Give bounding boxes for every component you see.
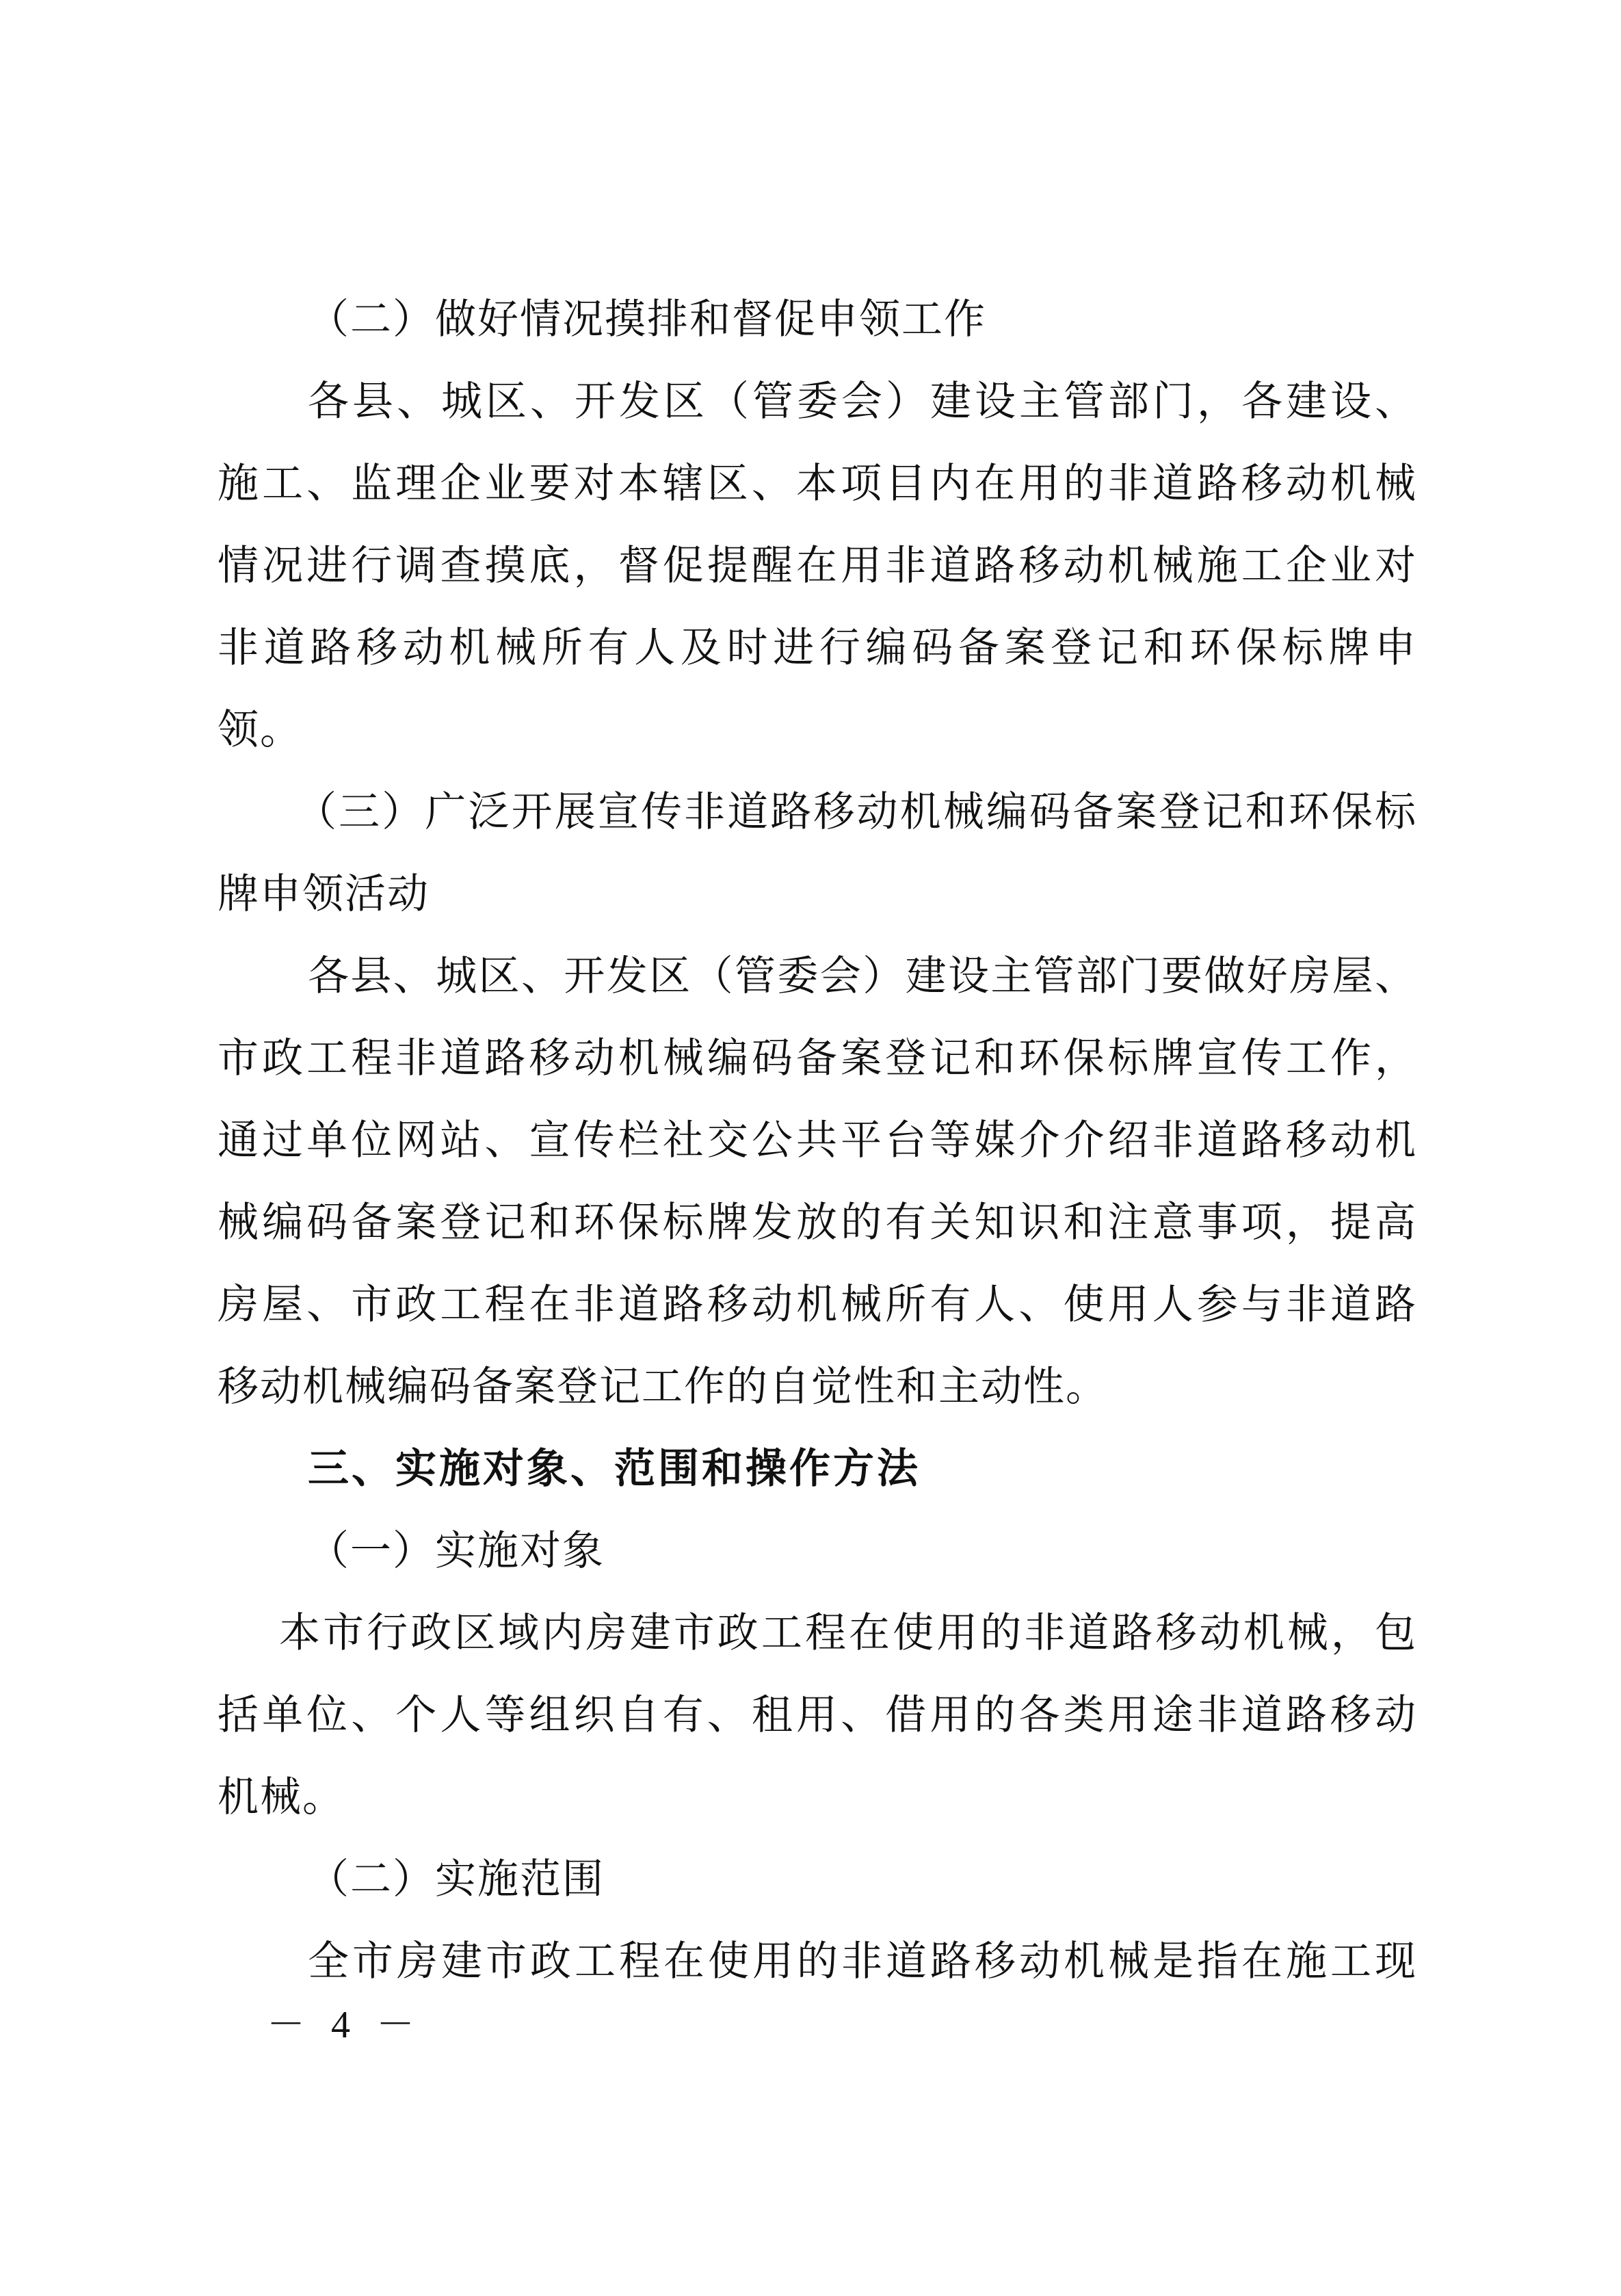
sub-heading-2: （二）实施范围 [308, 1855, 605, 1903]
paragraph-line: 施工、监理企业要对本辖区、本项目内在用的非道路移动机械 [218, 460, 1417, 508]
section-heading-3: （三）广泛开展宣传非道路移动机械编码备案登记和环保标 [295, 788, 1417, 836]
paragraph-line: 全市房建市政工程在使用的非道路移动机械是指在施工现 [308, 1938, 1417, 1985]
paragraph-line: 市政工程非道路移动机械编码备案登记和环保标牌宣传工作， [218, 1034, 1417, 1082]
paragraph-line: 非道路移动机械所有人及时进行编码备案登记和环保标牌申 [218, 624, 1417, 672]
paragraph-line: 括单位、个人等组织自有、租用、借用的各类用途非道路移动 [218, 1691, 1417, 1739]
section-heading-3-cont: 牌申领活动 [218, 870, 430, 918]
chapter-heading: 三、实施对象、范围和操作方法 [308, 1445, 921, 1493]
paragraph-line: 各县、城区、开发区（管委会）建设主管部门，各建设、 [308, 378, 1417, 426]
section-heading-2: （二）做好情况摸排和督促申领工作 [308, 296, 986, 343]
paragraph-line: 移动机械编码备案登记工作的自觉性和主动性。 [218, 1363, 1108, 1411]
paragraph-line: 机械。 [218, 1773, 345, 1821]
paragraph-line: 械编码备案登记和环保标牌发放的有关知识和注意事项，提高 [218, 1199, 1417, 1247]
paragraph-line: 情况进行调查摸底，督促提醒在用非道路移动机械施工企业对 [218, 542, 1417, 590]
paragraph-line: 各县、城区、开发区（管委会）建设主管部门要做好房屋、 [308, 952, 1417, 1000]
page-number: － 4 － [267, 2004, 423, 2046]
paragraph-line: 本市行政区域内房建市政工程在使用的非道路移动机械，包 [279, 1609, 1417, 1657]
paragraph-line: 领。 [218, 706, 302, 754]
paragraph-line: 通过单位网站、宣传栏社交公共平台等媒介介绍非道路移动机 [218, 1117, 1417, 1164]
paragraph-line: 房屋、市政工程在非道路移动机械所有人、使用人参与非道路 [218, 1281, 1417, 1329]
sub-heading-1: （一）实施对象 [308, 1527, 605, 1575]
